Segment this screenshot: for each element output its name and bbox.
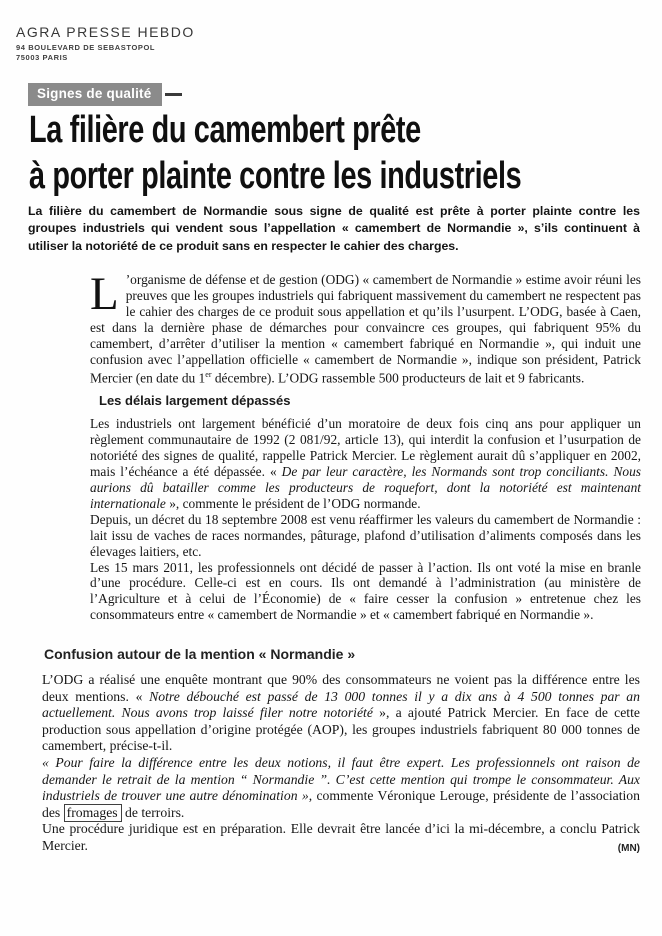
- publication-name: AGRA PRESSE HEBDO: [16, 24, 195, 40]
- author-initials: (MN): [617, 842, 640, 854]
- paragraph-expert-text-cont: de terroirs.: [121, 804, 185, 820]
- paragraph-decret-2008: Depuis, un décret du 18 septembre 2008 est venu réaffirmer les valeurs du camembert de Normandie : lait issu de vaches de races normandes, pâturage, plafond d’utilisation d’aliments composés dans les élevages laitiers, etc.: [90, 511, 641, 559]
- standfirst: La filière du camembert de Normandie sous signe de qualité est prête à porter plainte contre les groupes industriels qui vendent sous l’appellation « camembert de Normandie », s’ils continuent à utiliser la notoriété de ce produit sans en respecter le cahier des charges.: [28, 204, 640, 253]
- quote-normands-conciliants: De par leur caractère, les Normands sont trop conciliants. Nous aurions dû batailler comme les producteurs de roquefort, dont la notoriété est maintenant internationale: [90, 464, 641, 511]
- headline: [29, 107, 662, 199]
- paragraph-enquete: [42, 672, 640, 755]
- publication-address-line2: 75003 PARIS: [16, 52, 68, 62]
- lead-paragraph: [90, 268, 641, 387]
- paragraph-expert-text: , commente Véronique Lerouge, présidente de l’association des: [42, 788, 640, 820]
- headline-line2: à porter plainte contre les industriels: [29, 155, 522, 197]
- publication-address-line1: 94 BOULEVARD DE SEBASTOPOL: [16, 43, 156, 52]
- article-body-full-width: [42, 672, 640, 855]
- paragraph-expert: [42, 755, 640, 821]
- paragraph-moratoire: [90, 416, 641, 511]
- quote-difference-notions: « Pour faire la différence entre les deux notions, il faut être expert. Les professionnels ont raison de demander le retrait de la mention “ Normandie ”. C’est cette mention qui trompe le consommateur. Aux industriels de trouver une autre dénomination »: [42, 754, 640, 804]
- headline-line1: La filière du camembert prête: [29, 109, 421, 151]
- subhead-confusion-normandie: Confusion autour de la mention « Normandie »: [44, 646, 356, 662]
- drop-cap: L: [90, 268, 119, 320]
- rubric-rule: [165, 93, 182, 96]
- paragraph-enquete-text: L’ODG a réalisé une enquête montrant que 90% des consommateurs ne voient pas la différence entre les deux mentions. «: [42, 672, 640, 704]
- paragraph-conclusion-text: Une procédure juridique est en préparation. Elle devrait être lancée d’ici la mi-décembre, a conclu Patrick Mercier.: [42, 821, 640, 853]
- paragraph-moratoire-text: Les industriels ont largement bénéficié d’un moratoire de deux fois cinq ans pour appliquer un règlement communautaire de 1992 (2 081/92, article 13), qui interdit la confusion et l’usurpation de notoriété des signes de qualité, rappelle Patrick Mercier. Le règlement aurait dû s’appliquer en 2002, mais l’échéance a été dépassée. «: [90, 416, 641, 480]
- letterhead: [16, 24, 195, 62]
- ordinal-suffix: er: [205, 370, 212, 380]
- quote-debouche-tonnes: Notre débouché est passé de 13 000 tonnes il y a dix ans à 4 500 tonnes par an actuellement. Nous avons trop laissé filer notre notoriété: [42, 688, 640, 721]
- paragraph-moratoire-text-cont: », commente le président de l’ODG normande.: [165, 495, 421, 511]
- paragraph-conclusion: [42, 821, 640, 854]
- subhead-delais-depasses: Les délais largement dépassés: [99, 392, 291, 408]
- lead-text: ’organisme de défense et de gestion (ODG) « camembert de Normandie » estime avoir réuni les preuves que les groupes industriels qui fabriquent massivement du camembert ne respectent pas le cahier des charges de ce produit sous appellation et qu’ils l’usurpent. L’ODG, basée à Caen, est dans la dernière phase de démarches pour convaincre ces groupes, qui fabriquent 95% du camembert, d’arrêter d’utiliser la mention « camembert fabriqué en Normandie », qui induit une confusion avec l’appellation officielle « camembert de Normandie », indique son président, Patrick Mercier (en date du 1: [90, 272, 641, 386]
- article-body-indented: [90, 268, 641, 623]
- paragraph-enquete-text-cont: », a ajouté Patrick Mercier. En face de cette production sous appellation d’origine protégée (AOP), les groupes industriels fabriquent 80 000 tonnes de camembert, précise-t-il.: [42, 705, 640, 754]
- paragraph-procedure-vote: Les 15 mars 2011, les professionnels ont décidé de passer à l’action. Ils ont voté la mise en branle d’une procédure. Celle-ci est en cours. Ils ont demandé à l’administration (au ministère de l’Agriculture et à celui de l’Économie) de « faire cesser la confusion » entretenue chez les consommateurs entre « camembert de Normandie » et « camembert fabriqué en Normandie ».: [90, 559, 641, 623]
- boxed-word-fromages: fromages: [64, 804, 122, 822]
- lead-text-cont: décembre). L’ODG rassemble 500 producteurs de lait et 9 fabricants.: [211, 370, 585, 386]
- rubric-badge: Signes de qualité: [28, 83, 162, 106]
- rubric-row: [28, 83, 182, 106]
